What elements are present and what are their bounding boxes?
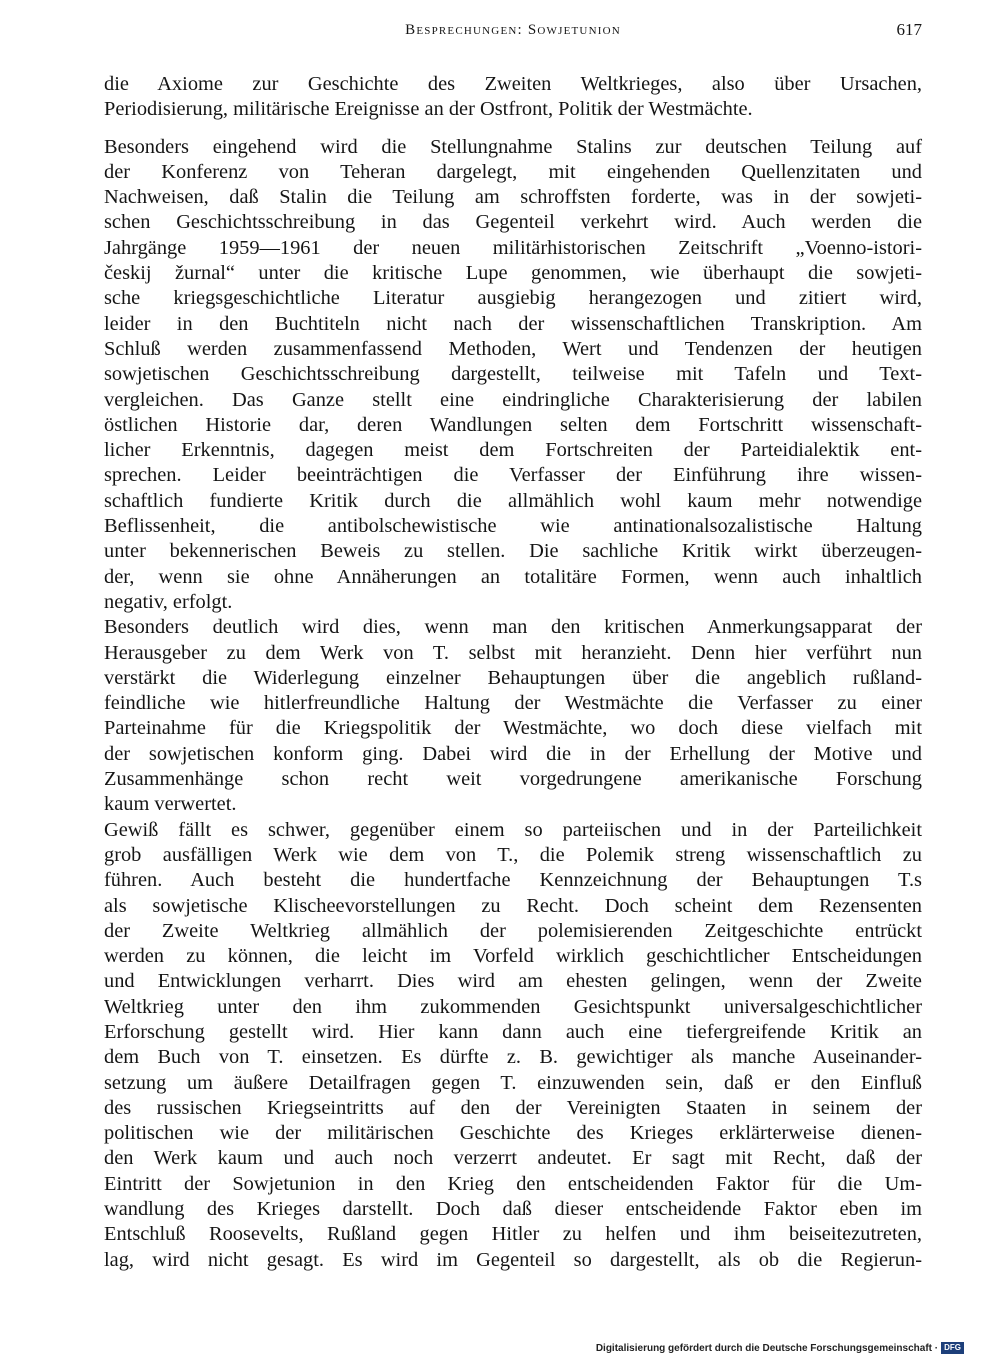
text-line: grob ausfälligen Werk wie dem von T., die Polemik streng wissenschaftlich zu xyxy=(104,843,922,866)
text-line: unter bekennerischen Beweis zu stellen. Die sachliche Kritik wirkt überzeugen- xyxy=(104,540,922,563)
text-line: östlichen Historie dar, deren Wandlungen selten dem Fortschritt wissenschaft- xyxy=(104,413,922,436)
text-line: Periodisierung, militärische Ereignisse an der Ostfront, Politik der Westmächte. xyxy=(104,98,753,121)
text-line: Jahrgänge 1959—1961 der neuen militärhistorischen Zeitschrift „Voenno-istori- xyxy=(104,236,922,259)
text-line: die Axiome zur Geschichte des Zweiten Weltkrieges, also über Ursachen, xyxy=(104,73,922,95)
text-line: setzung um äußere Detailfragen gegen T. einzuwenden sein, daß er den Einfluß xyxy=(104,1071,922,1094)
text-line: wandlung des Krieges darstellt. Doch daß dieser entscheidende Faktor eben im xyxy=(104,1198,922,1221)
text-line: Eintritt der Sowjetunion in den Krieg den entscheidenden Faktor für die Um- xyxy=(104,1172,922,1195)
text-line: der, wenn sie ohne Annäherungen an totalitäre Formen, wenn auch inhaltlich xyxy=(104,565,922,588)
text-line: negativ, erfolgt. xyxy=(104,590,233,613)
text-line: Besonders deutlich wird dies, wenn man den kritischen Anmerkungsapparat der xyxy=(104,616,922,639)
text-line: schaftlich fundierte Kritik durch die allmählich wohl kaum mehr notwendige xyxy=(104,489,922,512)
text-line: als sowjetische Klischeevorstellungen zu Recht. Doch scheint dem Rezensenten xyxy=(104,894,922,917)
footer-credit xyxy=(596,1342,964,1354)
text-line: Parteinahme für die Kriegspolitik der Westmächte, wo doch diese vielfach mit xyxy=(104,717,922,740)
text-line: Entschluß Roosevelts, Rußland gegen Hitler zu helfen und ihm beiseitezutreten, xyxy=(104,1223,922,1246)
text-line: Beflissenheit, die antibolschewistische wie antinationalsozalistische Haltung xyxy=(104,515,922,538)
paragraph-4 xyxy=(104,818,922,1273)
text-line: Gewiß fällt es schwer, gegenüber einem so parteiischen und in der Parteilichkeit xyxy=(104,818,922,841)
text-line: licher Erkenntnis, dagegen meist dem Fortschreiten der Parteidialektik ent- xyxy=(104,439,922,462)
paragraph-2 xyxy=(104,135,922,616)
text-line: und Entwicklungen verharrt. Dies wird am ehesten gelingen, wenn der Zweite xyxy=(104,970,922,993)
text-line: Schluß werden zusammenfassend Methoden, Wert und Tendenzen der heutigen xyxy=(104,337,922,360)
text-line: Zusammenhänge schon recht weit vorgedrungene amerikanische Forschung xyxy=(104,768,922,791)
text-line: Weltkrieg unter den ihm zukommenden Gesichtspunkt universalgeschichtlicher xyxy=(104,995,922,1018)
text-line: feindliche wie hitlerfreundliche Haltung der Westmächte die Verfasser zu einer xyxy=(104,692,922,715)
text-line: der Konferenz von Teheran dargelegt, mit eingehenden Quellenzitaten und xyxy=(104,160,922,183)
text-line: werden zu können, die leicht im Vorfeld wirklich geschichtlicher Entscheidungen xyxy=(104,945,922,968)
text-line: sprechen. Leider beeinträchtigen die Verfasser der Einführung ihre wissen- xyxy=(104,464,922,487)
running-head: Besprechungen: Sowjetunion xyxy=(405,22,621,38)
text-line: der sowjetischen konform ging. Dabei wird die in der Erhellung der Motive und xyxy=(104,742,922,765)
text-line: Erforschung gestellt wird. Hier kann dann auch eine tiefergreifende Kritik an xyxy=(104,1020,922,1043)
page-header xyxy=(104,20,922,46)
text-line: vergleichen. Das Ganze stellt eine eindringliche Charakterisierung der labilen xyxy=(104,388,922,411)
dfg-logo-icon: DFG xyxy=(941,1342,964,1354)
paragraph-3 xyxy=(104,615,922,817)
text-line: dem Buch von T. einsetzen. Es dürfte z. B. gewichtiger als manche Auseinander- xyxy=(104,1046,922,1069)
body-text xyxy=(104,72,922,1273)
text-line: Besonders eingehend wird die Stellungnahme Stalins zur deutschen Teilung auf xyxy=(104,135,922,158)
page-number: 617 xyxy=(896,20,922,39)
text-line: den Werk kaum und auch noch verzerrt andeutet. Er sagt mit Recht, daß der xyxy=(104,1147,922,1170)
text-line: lag, wird nicht gesagt. Es wird im Gegenteil so dargestellt, als ob die Regierun- xyxy=(104,1248,922,1271)
text-line: verstärkt die Widerlegung einzelner Behauptungen über die angeblich rußland- xyxy=(104,666,922,689)
text-line: führen. Auch besteht die hundertfache Kennzeichnung der Behauptungen T.s xyxy=(104,869,922,892)
text-line: des russischen Kriegseintritts auf den der Vereinigten Staaten in seinem der xyxy=(104,1096,922,1119)
text-line: Herausgeber zu dem Werk von T. selbst mit heranzieht. Denn hier verführt nun xyxy=(104,641,922,664)
text-line: schen Geschichtsschreibung in das Gegenteil verkehrt wird. Auch werden die xyxy=(104,211,922,234)
text-line: politischen wie der militärischen Geschichte des Krieges erklärterweise dienen- xyxy=(104,1122,922,1145)
text-line: kaum verwertet. xyxy=(104,793,237,816)
paragraph-1 xyxy=(104,72,922,123)
text-line: českij žurnal“ unter die kritische Lupe genommen, wie überhaupt die sowjeti- xyxy=(104,262,922,285)
text-line: sche kriegsgeschichtliche Literatur ausgiebig herangezogen und zitiert wird, xyxy=(104,287,922,310)
text-line: Nachweisen, daß Stalin die Teilung am schroffsten forderte, was in der sowjeti- xyxy=(104,186,922,209)
text-line: der Zweite Weltkrieg allmählich der polemisierenden Zeitgeschichte entrückt xyxy=(104,919,922,942)
text-line: sowjetischen Geschichtsschreibung dargestellt, teilweise mit Tafeln und Text- xyxy=(104,363,922,386)
text-line: leider in den Buchtiteln nicht nach der wissenschaftlichen Transkription. Am xyxy=(104,312,922,335)
footer-credit-text: Digitalisierung gefördert durch die Deutsche Forschungsgemeinschaft · xyxy=(595,1342,939,1354)
